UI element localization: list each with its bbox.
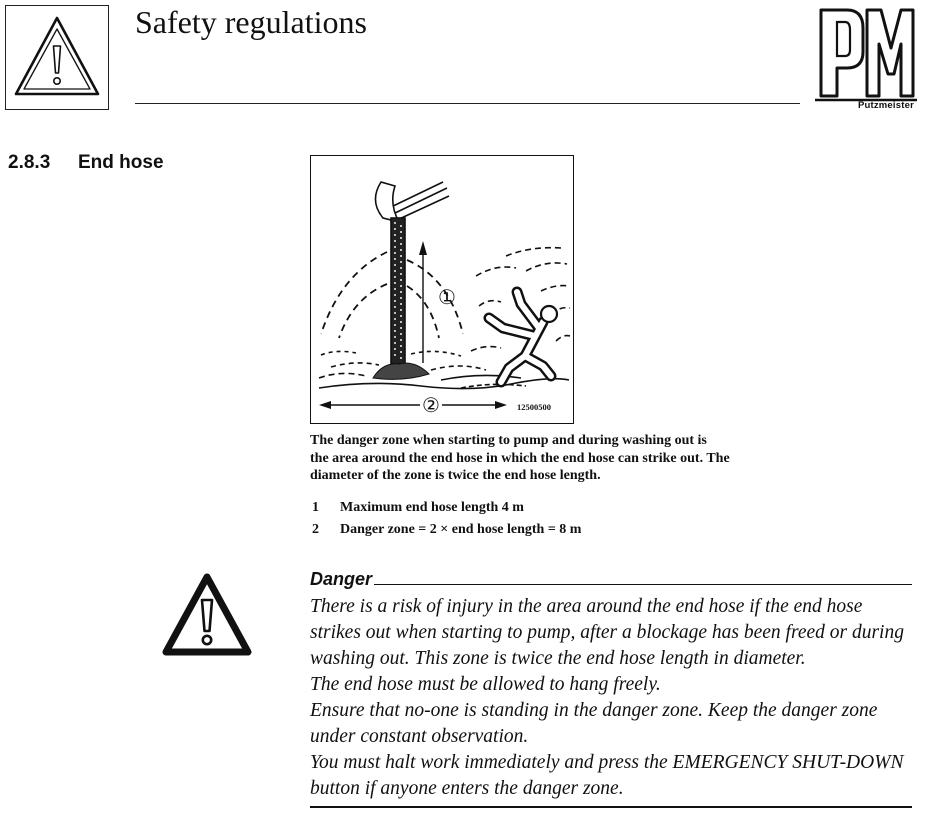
end-hose [391, 218, 405, 364]
caption-line: the area around the end hose in which the end hose can strike out. The [310, 450, 730, 466]
caption-line: The danger zone when starting to pump and during washing out is [310, 433, 707, 448]
logo-letter-p-counter [837, 22, 850, 56]
person-head [541, 306, 557, 322]
ground-line [331, 363, 379, 367]
concrete-pile [373, 363, 429, 379]
splash-line [476, 267, 516, 276]
ground-line [411, 351, 461, 356]
danger-line: washing out. This zone is twice the end hose length in diameter. [310, 648, 806, 669]
splash-line [506, 248, 561, 256]
danger-line: Ensure that no-one is standing in the danger zone. Keep the danger zone [310, 700, 878, 721]
legend-text: Maximum end hose length 4 m [340, 500, 524, 515]
legend-item [310, 520, 710, 540]
header-rule [135, 103, 800, 104]
legend-text: Danger zone = 2 × end hose length = 8 m [340, 522, 582, 537]
figure-caption [310, 432, 730, 485]
header-warning-box [5, 5, 109, 110]
strike-arc [321, 252, 387, 334]
boom-illustration [375, 182, 449, 222]
danger-line: button if anyone enters the danger zone. [310, 778, 624, 799]
danger-line: The end hose must be allowed to hang freely. [310, 674, 661, 695]
end-hose-illustration [311, 156, 572, 422]
putzmeister-logo [815, 4, 917, 102]
end-hose-figure [310, 155, 574, 424]
danger-zone-arrowhead-right [495, 401, 507, 409]
danger-heading-rule [374, 584, 912, 585]
danger-line: There is a risk of injury in the area around the end hose if the end hose [310, 596, 863, 617]
boom-line [389, 182, 443, 208]
danger-line: under constant observation. [310, 726, 529, 747]
falling-person-illustration [489, 292, 557, 382]
splash-line [556, 336, 570, 341]
warning-triangle-icon [160, 570, 254, 660]
logo-letter-m [867, 10, 913, 96]
ground-line [319, 373, 366, 378]
strike-arc [339, 284, 387, 338]
section-title: End hose [78, 152, 164, 173]
danger-heading: Danger [310, 569, 373, 589]
legend-number: 1 [312, 500, 319, 515]
exclamation-bar [54, 46, 61, 73]
warning-triangle-icon [6, 6, 107, 108]
legend-item [310, 498, 710, 518]
caption-line: diameter of the zone is twice the end hose length. [310, 468, 601, 483]
boom-elbow [375, 182, 399, 222]
danger-notice [310, 568, 912, 802]
section-number: 2.8.3 [8, 152, 51, 173]
danger-exclamation-dot [203, 636, 211, 644]
splash-line [471, 347, 501, 351]
exclamation-dot [54, 78, 60, 84]
legend-number: 2 [312, 522, 319, 537]
ground-line [321, 351, 356, 355]
figure-reference-number: 12500500 [517, 402, 551, 412]
danger-header [310, 568, 912, 590]
danger-zone-arrowhead-left [319, 401, 331, 409]
danger-bottom-rule [310, 806, 912, 808]
danger-text [310, 594, 912, 802]
danger-line: You must halt work immediately and press the EMERGENCY SHUT-DOWN [310, 752, 904, 773]
splash-line [479, 301, 501, 306]
hose-body [391, 218, 405, 364]
splash-line [526, 263, 567, 271]
callout-1: ① [438, 285, 456, 309]
callout-2: ② [422, 393, 440, 417]
splash-line [541, 286, 569, 291]
logo-brand-text: Putzmeister [857, 100, 914, 111]
danger-exclamation-bar [202, 600, 212, 631]
danger-line: strikes out when starting to pump, after a blockage has been freed or during [310, 622, 904, 643]
hose-length-arrowhead [419, 241, 427, 255]
page-title: Safety regulations [135, 4, 367, 40]
ground-line [431, 366, 486, 370]
